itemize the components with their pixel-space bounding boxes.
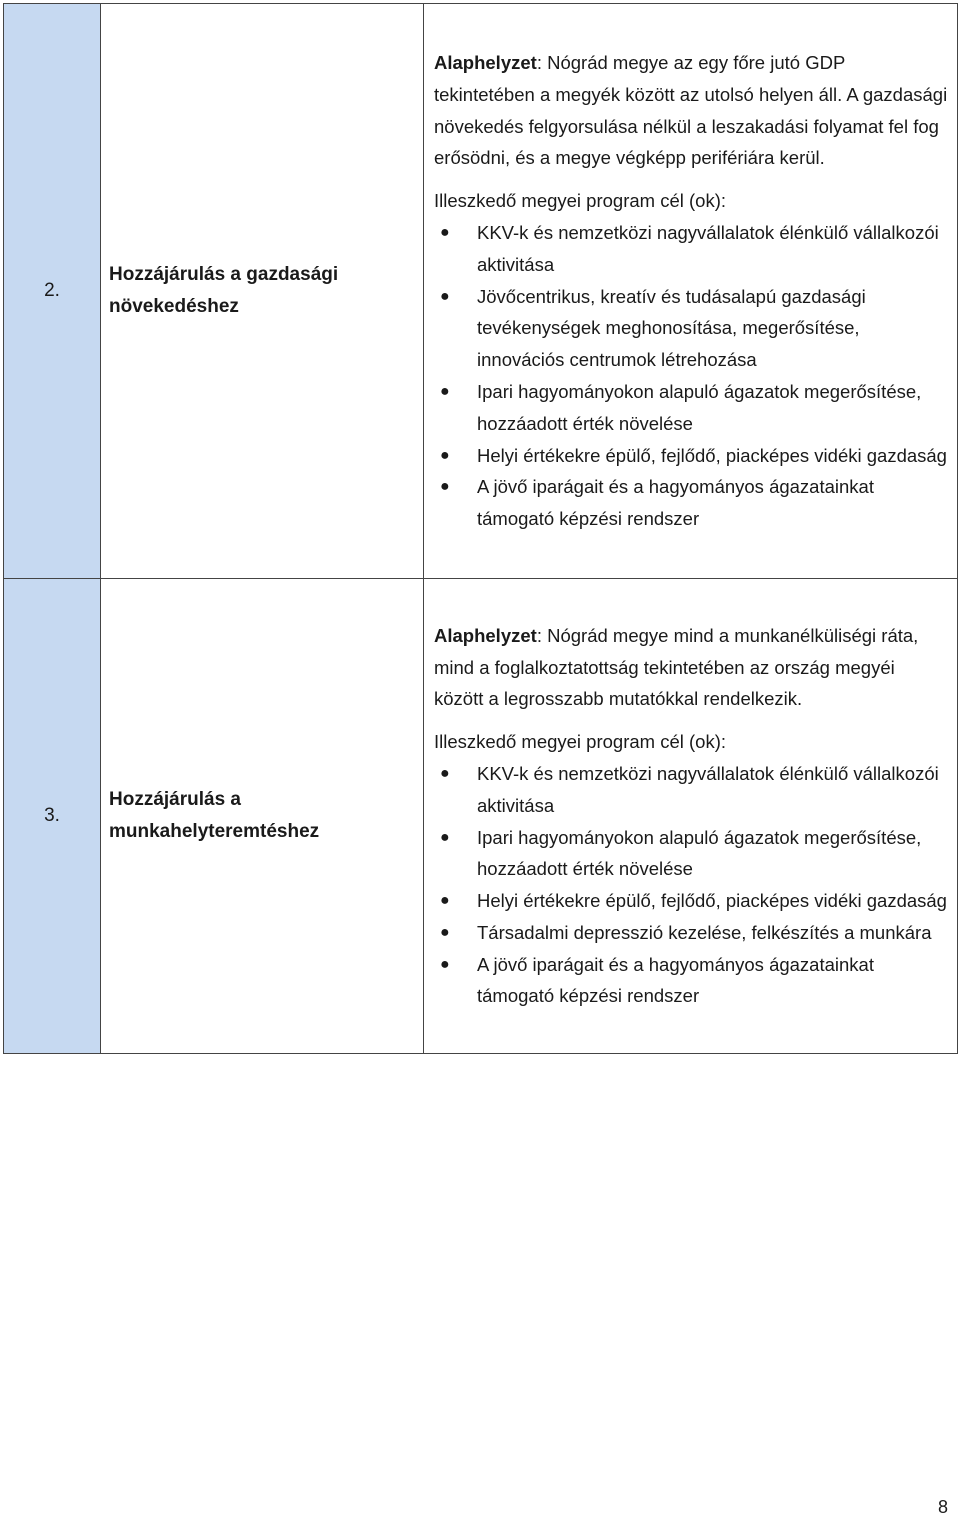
list-item-text: Helyi értékekre épülő, fejlődő, piacképes vidéki gazdaság: [477, 444, 947, 466]
bullet-icon: ●: [440, 892, 450, 910]
situation-paragraph: [434, 620, 949, 715]
list-item-text: KKV-k és nemzetközi nagyvállalatok élénkülő vállalkozói aktivitása: [477, 762, 939, 816]
list-item: [434, 217, 949, 281]
list-item: [434, 440, 949, 472]
bullet-icon: ●: [440, 478, 450, 496]
list-item: [434, 885, 949, 917]
list-item-text: A jövő iparágait és a hagyományos ágazatainkat támogató képzési rendszer: [477, 953, 874, 1007]
bullet-icon: ●: [440, 923, 450, 941]
row-title: Hozzájárulás a gazdasági növekedéshez: [109, 264, 339, 317]
bullet-icon: ●: [440, 764, 450, 782]
list-item: [434, 376, 949, 440]
program-list: [434, 217, 949, 535]
row-number-cell: [4, 579, 101, 1054]
list-item: [434, 917, 949, 949]
table-row-2: [4, 4, 958, 579]
list-item-text: Helyi értékekre épülő, fejlődő, piacképes vidéki gazdaság: [477, 890, 947, 912]
list-item-text: Ipari hagyományokon alapuló ágazatok megerősítése, hozzáadott érték növelése: [477, 826, 922, 880]
list-item-text: Társadalmi depresszió kezelése, felkészítés a munkára: [477, 921, 932, 943]
program-section: [434, 726, 949, 1012]
row-number-cell: [4, 4, 101, 579]
list-item-text: Jövőcentrikus, kreatív és tudásalapú gazdasági tevékenységek meghonosítása, megerősítése, innovációs centrumok létrehozása: [477, 285, 866, 371]
list-item: [434, 822, 949, 886]
bullet-icon: ●: [440, 287, 450, 305]
list-item: [434, 758, 949, 822]
list-item-text: Ipari hagyományokon alapuló ágazatok megerősítése, hozzáadott érték növelése: [477, 380, 922, 434]
row-content-cell: [424, 4, 958, 579]
list-item: [434, 281, 949, 376]
bullet-icon: ●: [440, 224, 450, 241]
row-content-cell: [424, 579, 958, 1054]
program-label: Illeszkedő megyei program cél (ok):: [434, 731, 726, 753]
bullet-icon: ●: [440, 828, 450, 846]
goals-table: [3, 3, 958, 1054]
bullet-icon: ●: [440, 382, 450, 400]
situation-text: : Nógrád megye mind a munkanélküliségi ráta, mind a foglalkoztatottság tekintetében az ország megyéi között a legrosszabb mutatókkal rendelkezik.: [434, 624, 919, 710]
row-title: Hozzájárulás a munkahelyteremtéshez: [109, 789, 320, 842]
situation-paragraph: [434, 47, 949, 174]
situation-text: : Nógrád megye az egy főre jutó GDP tekintetében a megyék között az utolsó helyen áll. A gazdasági növekedés felgyorsulása nélkül a leszakadási folyamat fel fog erősödni, és a megye végképp perifériára kerül.: [434, 52, 948, 169]
page-number: 8: [937, 1497, 948, 1517]
program-list: [434, 758, 949, 1012]
row-title-cell: [101, 579, 424, 1054]
program-label: Illeszkedő megyei program cél (ok):: [434, 190, 726, 212]
list-item-text: KKV-k és nemzetközi nagyvállalatok élénkülő vállalkozói aktivitása: [477, 222, 939, 275]
table-row-3: [4, 579, 958, 1054]
row-title-cell: [101, 4, 424, 579]
list-item-text: A jövő iparágait és a hagyományos ágazatainkat támogató képzési rendszer: [477, 476, 874, 530]
list-item: [434, 949, 949, 1013]
situation-label: Alaphelyzet: [434, 52, 537, 74]
bullet-icon: ●: [440, 955, 450, 973]
row-number: 2.: [44, 280, 60, 301]
bullet-icon: ●: [440, 446, 450, 464]
program-section: [434, 185, 949, 535]
list-item: [434, 471, 949, 535]
situation-label: Alaphelyzet: [434, 624, 537, 646]
row-number: 3.: [44, 805, 60, 826]
